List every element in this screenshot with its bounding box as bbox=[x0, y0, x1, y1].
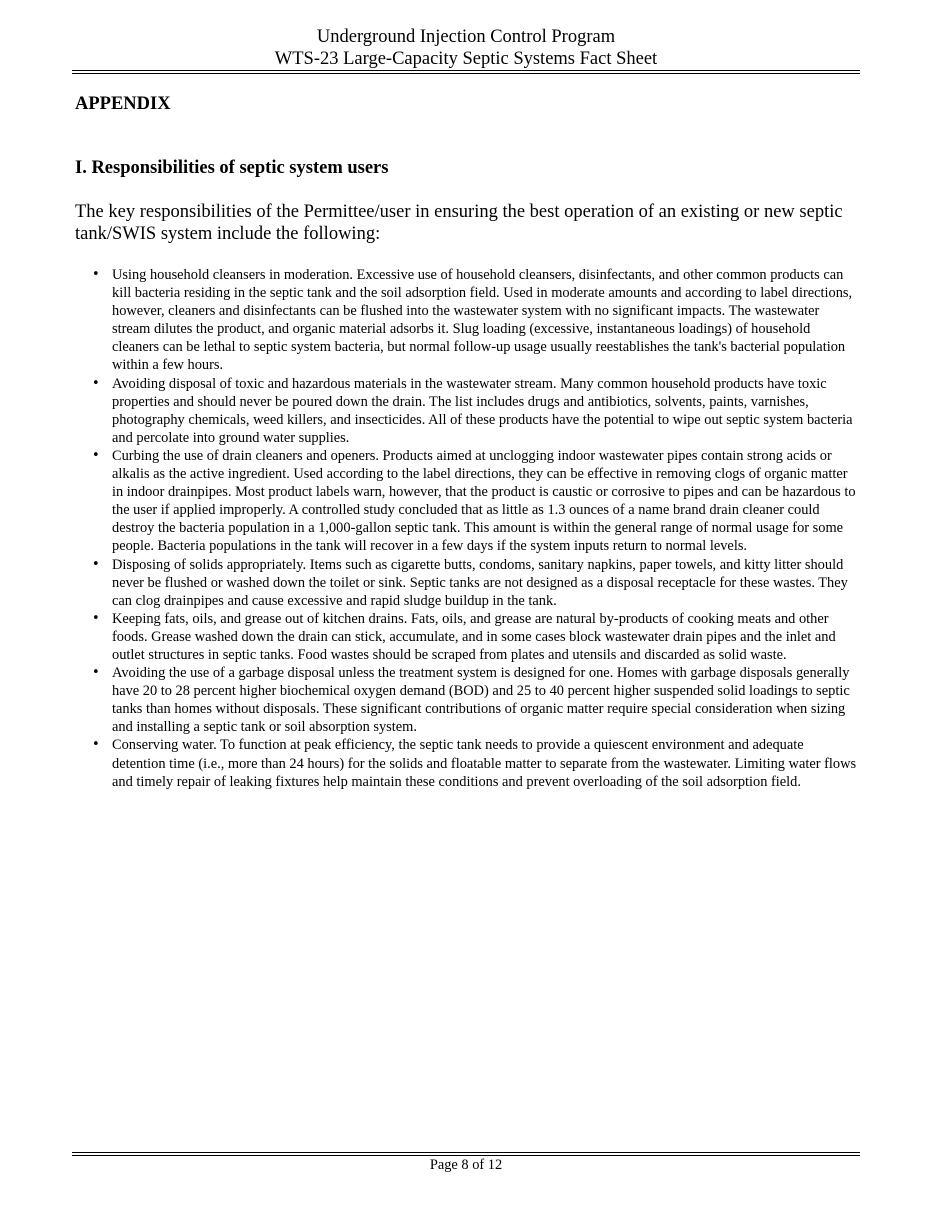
list-item: • Using household cleansers in moderation. Excessive use of household cleansers, disinfectants, and other common products can kill bacteria residing in the septic tank and the soil adsorption field. Used in moderate amounts and according to label directions, however, cleaners and disinfectants can be flushed into the wastewater system with no significant impacts. The wastewater stream dilutes the product, and organic material adsorbs it. Slug loading (excessive, instantaneous loadings) of household cleaners can be lethal to septic system bacteria, but normal follow-up usage usually reestablishes the tank's bacterial population within a few hours. bbox=[112, 266, 860, 375]
intro-paragraph: The key responsibilities of the Permittee/user in ensuring the best operation of an existing or new septic tank/SWIS system include the following: bbox=[75, 202, 843, 244]
header-rule bbox=[72, 70, 860, 74]
list-item: • Avoiding the use of a garbage disposal unless the treatment system is designed for one. Homes with garbage disposals generally have 20 to 28 percent higher biochemical oxygen demand (BOD) and 25 to 40 percent higher suspended solid loadings to septic tanks than homes without disposals. These significant contributions of organic matter require special consideration when sizing and installing a septic tank or soil absorption system. bbox=[112, 664, 860, 736]
header-program-title: Underground Injection Control Program bbox=[316, 27, 616, 47]
page-number: Page 8 of 12 bbox=[429, 1157, 503, 1173]
responsibilities-list bbox=[75, 266, 860, 791]
list-item: • Conserving water. To function at peak efficiency, the septic tank needs to provide a quiescent environment and adequate detention time (i.e., more than 24 hours) for the solids and floatable matter to separate from the wastewater. Limiting water flows and timely repair of leaking fixtures help maintain these conditions and prevent overloading of the soil adsorption field. bbox=[112, 736, 860, 790]
appendix-title: APPENDIX bbox=[75, 94, 171, 114]
list-item: • Keeping fats, oils, and grease out of kitchen drains. Fats, oils, and grease are natural by-products of cooking meats and other foods. Grease washed down the drain can stick, accumulate, and in some cases block wastewater drain pipes and the inlet and outlet structures in septic tanks. Food wastes should be scraped from plates and utensils and discarded as solid waste. bbox=[112, 610, 860, 664]
header-document-title: WTS-23 Large-Capacity Septic Systems Fact Sheet bbox=[274, 49, 658, 69]
section-heading: I. Responsibilities of septic system users bbox=[75, 158, 389, 178]
list-item: • Curbing the use of drain cleaners and openers. Products aimed at unclogging indoor wastewater pipes contain strong acids or alkalis as the active ingredient. Used according to the label directions, they can be effective in removing clogs of organic matter in indoor drainpipes. Most product labels warn, however, that the product is caustic or corrosive to pipes and can be hazardous to the user if applied improperly. A controlled study concluded that as little as 1.3 ounces of a name brand drain cleaner could destroy the bacteria population in a 1,000-gallon septic tank. This amount is within the general range of normal usage for some people. Bacteria populations in the tank will recover in a few days if the system inputs return to normal levels. bbox=[112, 447, 860, 556]
list-item: • Disposing of solids appropriately. Items such as cigarette butts, condoms, sanitary napkins, paper towels, and kitty litter should never be flushed or washed down the toilet or sink. Septic tanks are not designed as a disposal receptacle for these wastes. They can clog drainpipes and cause excessive and rapid sludge buildup in the tank. bbox=[112, 556, 860, 610]
list-item: • Avoiding disposal of toxic and hazardous materials in the wastewater stream. Many common household products have toxic properties and should never be poured down the drain. The list includes drugs and antibiotics, solvents, paints, varnishes, photography chemicals, weed killers, and insecticides. All of these products have the potential to wipe out septic system bacteria and percolate into ground water supplies. bbox=[112, 375, 860, 447]
page-header bbox=[72, 26, 860, 70]
